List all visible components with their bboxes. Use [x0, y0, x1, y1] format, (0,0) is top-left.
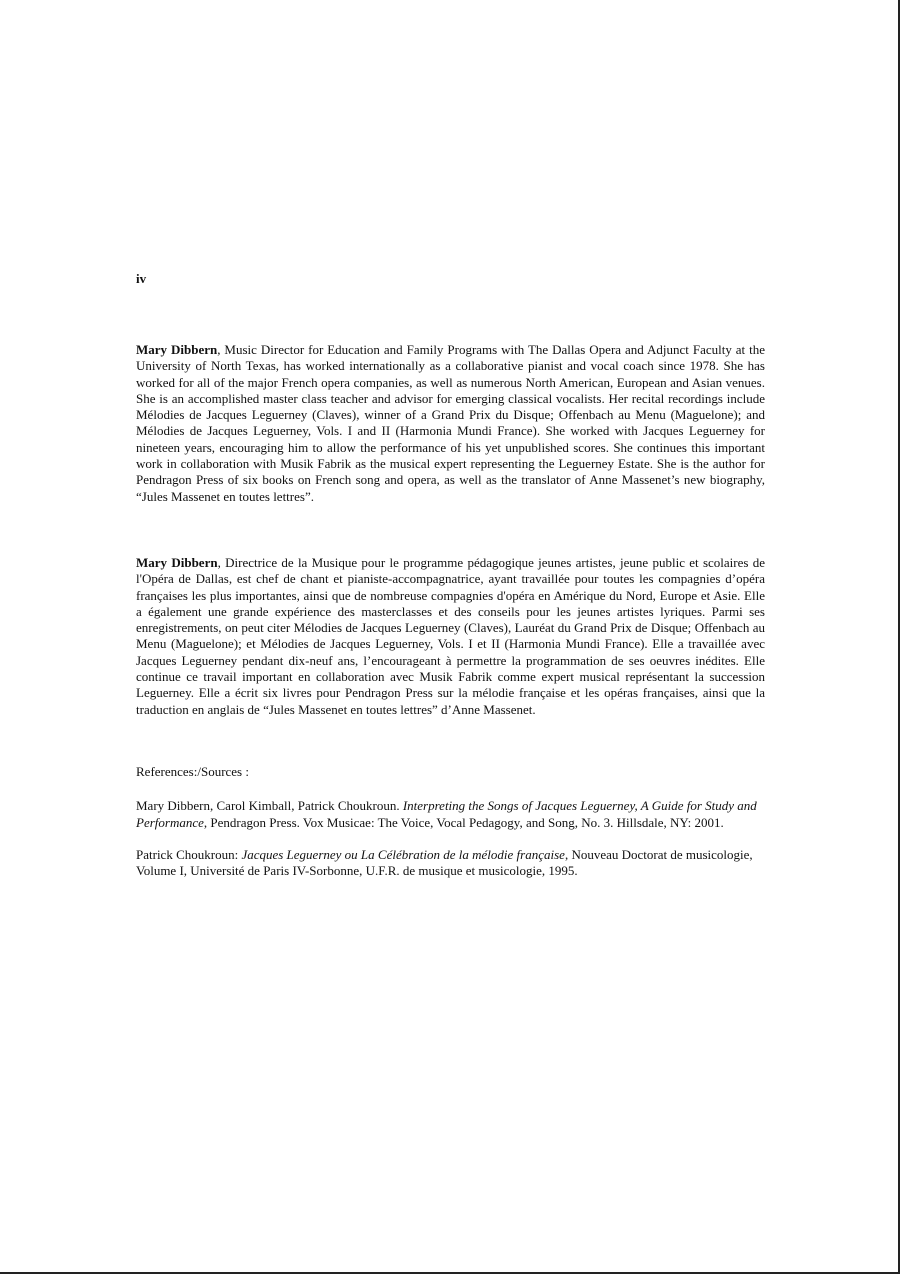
biography-french — [136, 555, 765, 718]
bio-fr-text: , Directrice de la Musique pour le programme pédagogique jeunes artistes, jeune public et scolaires de l'Opéra de Dallas, est chef de chant et pianiste-accompagnatrice, ayant travaillée pour toutes les compagnies d’opéra françaises les plus importantes, ainsi que de nombreuse compagnies d'opéra en Amérique du Nord, Europe et Asie. Elle a également une grande expérience des masterclasses et des conseils pour les jeunes artistes lyriques. Parmi ses enregistrements, on peut citer Mélodies de Jacques Leguerney (Claves), Lauréat du Grand Prix de Disque; Offenbach au Menu (Maguelone); et Mélodies de Jacques Leguerney, Vols. I et II (Harmonia Mundi France). Elle a travaillée avec Jacques Leguerney pendant dix-neuf ans, l’encourageant à permettre la programmation de ses oeuvres inédites. Elle continue ce travail important en collaboration avec Musik Fabrik comme expert musical représentant la succession Leguerney. Elle a écrit six livres pour Pendragon Press sur la mélodie française et les opéras françaises, ainsi que la traduction en anglais de “Jules Massenet en toutes lettres” d’Anne Massenet. — [136, 554, 765, 717]
reference-title: Interpreting the Songs of Jacques Leguerney, A Guide for Study and Performance — [136, 798, 757, 830]
bio-fr-name: Mary Dibbern — [136, 554, 218, 570]
reference-title: Jacques Leguerney ou La Célébration de la mélodie française — [241, 846, 565, 862]
reference-details: , Nouveau Doctorat de musicologie, Volume I, Université de Paris IV-Sorbonne, U.F.R. de musique et musicologie, 1995. — [136, 846, 753, 879]
bio-en-name: Mary Dibbern — [136, 342, 218, 357]
reference-item — [136, 798, 765, 831]
page-number: iv — [136, 271, 147, 286]
references-heading: References:/Sources : — [136, 763, 249, 779]
reference-authors: Mary Dibbern, Carol Kimball, Patrick Choukroun. — [136, 798, 403, 814]
bio-en-text: , Music Director for Education and Family Programs with The Dallas Opera and Adjunct Faculty at the University of North Texas, has worked internationally as a collaborative pianist and vocal coach since 1978. She has worked for all of the major French opera companies, as well as numerous North American, European and Asian venues. She is an accomplished master class teacher and advisor for emerging classical vocalists. Her recital recordings include Mélodies de Jacques Leguerney (Claves), winner of a Grand Prix du Disque; Offenbach au Menu (Maguelone); and Mélodies de Jacques Leguerney, Vols. I and II (Harmonia Mundi France). She worked with Jacques Leguerney for nineteen years, encouraging him to allow the performance of his yet unpublished scores. She continues this important work in collaboration with Musik Fabrik as the musical expert representing the Leguerney Estate. She is the author for Pendragon Press of six books on French song and opera, as well as the translator of Anne Massenet’s new biography, “Jules Massenet en toutes lettres”. — [136, 342, 765, 504]
reference-item — [136, 847, 765, 880]
reference-authors: Patrick Choukroun: — [136, 846, 242, 862]
document-body — [136, 342, 765, 879]
biography-english — [136, 342, 765, 505]
reference-details: , Pendragon Press. Vox Musicae: The Voice, Vocal Pedagogy, and Song, No. 3. Hillsdale, NY: 2001. — [203, 814, 724, 830]
